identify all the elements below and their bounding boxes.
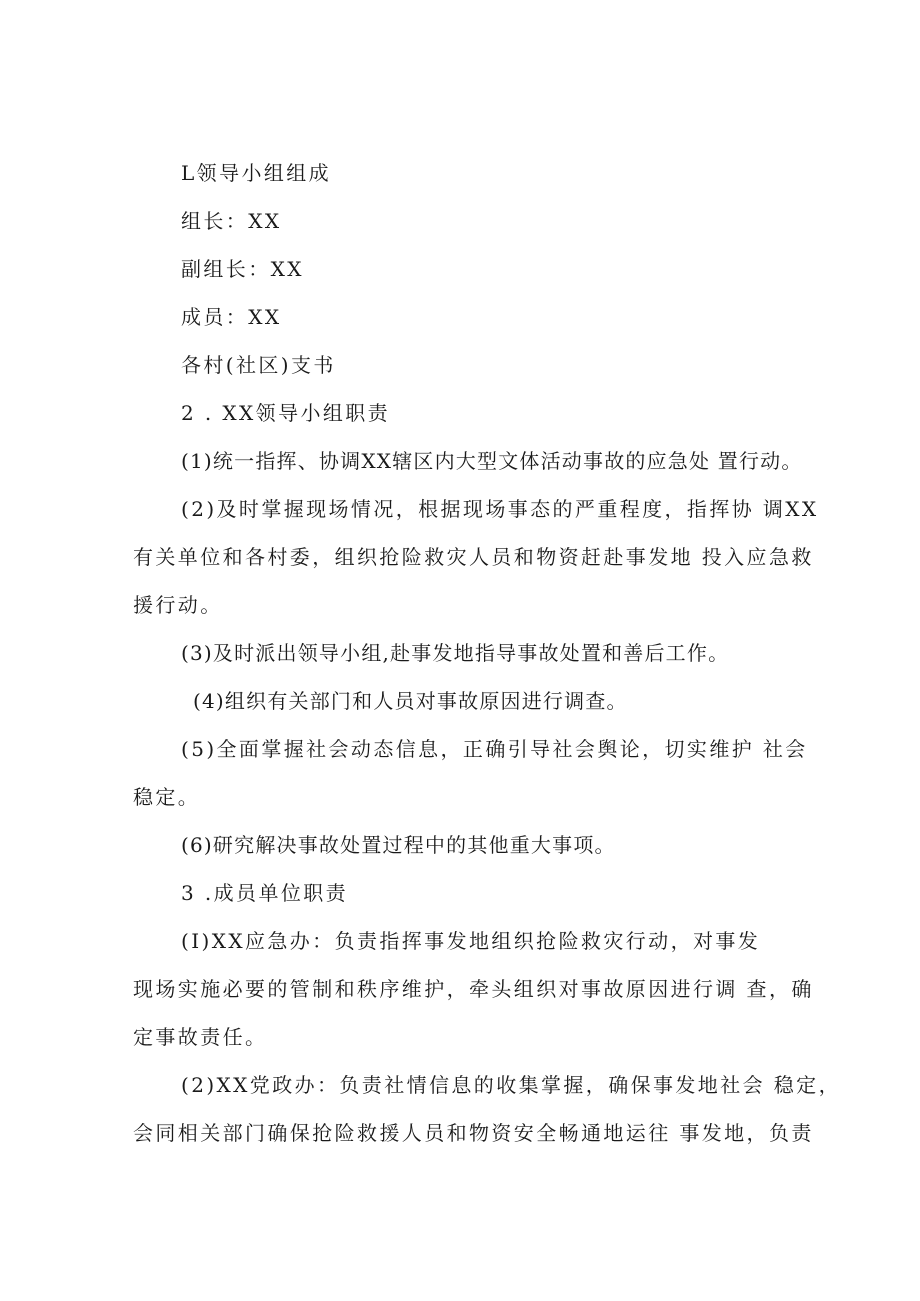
- unit-1-line-1: (I)XX应急办：负责指挥事发地组织抢险救灾行动，对事发: [181, 929, 761, 953]
- section-3-heading: 3 .成员单位职责: [181, 881, 349, 905]
- duty-1-line: (1)统一指挥、协调XX辖区内大型文体活动事故的应急处 置行动。: [181, 449, 803, 473]
- heading-leadership-composition: L领导小组组成: [181, 161, 332, 185]
- duty-5-line-1: (5)全面掌握社会动态信息，正确引导社会舆论，切实维护 社会: [181, 737, 808, 761]
- village-secretaries-line: 各村(社区)支书: [181, 353, 336, 377]
- unit-1-line-3: 定事故责任。: [133, 1025, 268, 1049]
- duty-4-line: (4)组织有关部门和人员对事故原因进行调查。: [193, 689, 628, 713]
- group-leader-line: 组长：XX: [181, 209, 282, 233]
- deputy-leader-line: 副组长：XX: [181, 257, 304, 281]
- members-line: 成员：XX: [181, 305, 282, 329]
- unit-1-line-2: 现场实施必要的管制和秩序维护，牵头组织对事故原因进行调 查，确: [133, 977, 814, 1001]
- section-2-heading: 2 . XX领导小组职责: [181, 401, 391, 425]
- duty-2-line-2: 有关单位和各村委，组织抢险救灾人员和物资赶赴事发地 投入应急救: [133, 545, 814, 569]
- duty-6-line: (6)研究解决事故处置过程中的其他重大事项。: [181, 833, 616, 857]
- unit-2-line-1: (2)XX党政办：负责社情信息的收集掌握，确保事发地社会 稳定，: [181, 1073, 841, 1097]
- duty-5-line-2: 稳定。: [133, 785, 201, 809]
- duty-3-line: (3)及时派出领导小组,赴事发地指导事故处置和善后工作。: [181, 641, 730, 665]
- duty-2-line-3: 援行动。: [133, 593, 223, 617]
- duty-2-line-1: (2)及时掌握现场情况，根据现场事态的严重程度，指挥协 调XX: [181, 497, 819, 521]
- unit-2-line-2: 会同相关部门确保抢险救援人员和物资安全畅通地运往 事发地，负责: [133, 1121, 814, 1145]
